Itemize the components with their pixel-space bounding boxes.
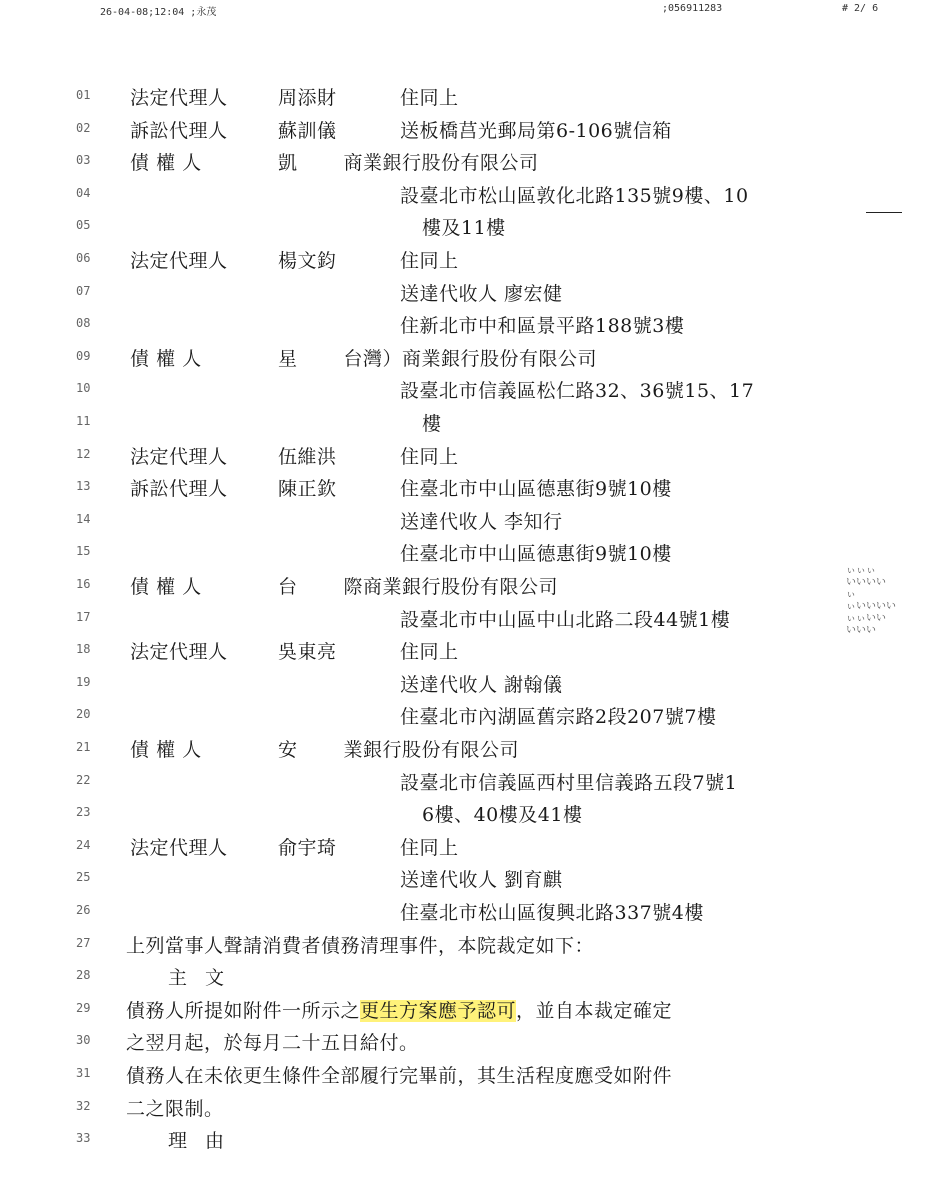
document-line xyxy=(0,667,927,699)
line-number: 17 xyxy=(76,609,91,624)
line-number: 14 xyxy=(76,511,91,526)
document-line xyxy=(0,765,927,797)
body-text-part: 債務人所提如附件一所示之 xyxy=(126,999,361,1022)
document-line xyxy=(0,471,927,503)
party-name: 吳東亮 xyxy=(278,641,337,664)
document-line xyxy=(0,1058,927,1090)
party-name: 蘇訓儀 xyxy=(278,119,337,142)
party-role: 訴訟代理人 xyxy=(130,478,228,501)
line-number: 07 xyxy=(76,283,91,298)
line-number: 02 xyxy=(76,120,91,135)
party-role: 法定代理人 xyxy=(130,250,228,272)
document-line xyxy=(0,504,927,536)
line-number: 22 xyxy=(76,772,91,787)
body-text: 之翌月起，於每月二十五日給付。 xyxy=(126,1032,419,1055)
document-line xyxy=(0,243,927,275)
party-name: 周添財 xyxy=(278,87,337,109)
party-address: 送板橋莒光郵局第6-106號信箱 xyxy=(400,119,672,142)
line-number: 26 xyxy=(76,903,91,917)
party-name-start: 星 xyxy=(278,347,298,370)
redaction-mark xyxy=(298,154,344,174)
line-number: 29 xyxy=(76,1000,91,1015)
line-number: 13 xyxy=(76,479,91,494)
party-name xyxy=(278,148,539,175)
line-number: 15 xyxy=(76,544,91,559)
redaction-mark xyxy=(298,350,344,370)
document-line xyxy=(0,113,927,145)
party-address: 住同上 xyxy=(400,250,459,272)
line-number: 12 xyxy=(76,446,91,461)
redaction-mark xyxy=(298,741,344,761)
document-line xyxy=(0,145,927,177)
party-address: 住新北市中和區景平路188號3樓 xyxy=(400,315,685,338)
margin-dash xyxy=(866,212,902,213)
fax-header xyxy=(0,3,927,19)
party-address: 設臺北市松山區敦化北路135號9樓、10 xyxy=(400,184,749,207)
document-line xyxy=(0,960,927,992)
fax-timestamp: 26-04-08;12:04 ;永茂 xyxy=(100,7,217,18)
party-name-end: 際商業銀行股份有限公司 xyxy=(343,576,559,598)
party-name: 陳正欽 xyxy=(278,478,337,501)
party-name-start: 台 xyxy=(278,576,298,598)
party-name xyxy=(278,572,558,599)
party-address: 住臺北市松山區復興北路337號4樓 xyxy=(400,902,704,924)
line-number: 18 xyxy=(76,642,91,657)
line-number: 32 xyxy=(76,1098,91,1113)
party-address: 送達代收人 劉育麒 xyxy=(400,869,563,892)
highlighted-text: 更生方案應予認可 xyxy=(360,999,517,1022)
party-role: 法定代理人 xyxy=(130,836,228,859)
party-role: 債 權 人 xyxy=(130,152,202,175)
body-text: 債務人在未依更生條件全部履行完畢前，其生活程度應受如附件 xyxy=(126,1065,673,1087)
line-number: 24 xyxy=(76,837,91,852)
redaction-mark xyxy=(298,578,344,598)
line-number: 04 xyxy=(76,185,91,200)
line-number: 25 xyxy=(76,870,91,885)
body-text: 上列當事人聲請消費者債務清理事件，本院裁定如下： xyxy=(126,934,595,957)
party-address: 住同上 xyxy=(400,87,459,109)
document-line xyxy=(0,1091,927,1123)
body-text: 二之限制。 xyxy=(126,1097,224,1120)
party-role: 法定代理人 xyxy=(130,445,228,468)
line-number: 19 xyxy=(76,674,91,689)
party-name xyxy=(278,344,597,371)
line-number: 08 xyxy=(76,316,91,331)
party-address: 住臺北市中山區德惠街9號10樓 xyxy=(400,543,672,566)
party-name xyxy=(278,735,519,762)
section-heading: 理 由 xyxy=(168,1130,231,1153)
margin-perforation-marks: ぃぃぃ いいいい ぃ ぃいいいい ぃぃいい いいい xyxy=(846,565,896,636)
party-address: 住同上 xyxy=(400,641,459,664)
document-line xyxy=(0,895,927,927)
line-number: 05 xyxy=(76,218,91,233)
document-line xyxy=(0,569,927,601)
fax-page-count: # 2/ 6 xyxy=(842,3,879,14)
document-line xyxy=(0,1025,927,1057)
line-number: 28 xyxy=(76,968,91,983)
document-line xyxy=(0,373,927,405)
party-name-end: 商業銀行股份有限公司 xyxy=(343,152,539,175)
document-line xyxy=(0,536,927,568)
line-number: 23 xyxy=(76,805,91,820)
party-name-end: 業銀行股份有限公司 xyxy=(343,739,520,761)
document-line xyxy=(0,210,927,242)
fax-number: ;056911283 xyxy=(662,3,723,14)
document-line xyxy=(0,634,927,666)
party-address: 送達代收人 廖宏健 xyxy=(400,282,563,305)
party-address: 住同上 xyxy=(400,836,459,859)
document-line xyxy=(0,80,927,112)
document-line xyxy=(0,178,927,210)
line-number: 03 xyxy=(76,153,91,168)
party-address: 住臺北市中山區德惠街9號10樓 xyxy=(400,478,672,501)
party-name: 楊文鈞 xyxy=(278,250,337,272)
document-line xyxy=(0,928,927,960)
line-number: 01 xyxy=(76,88,91,102)
body-text-part: ，並自本裁定確定 xyxy=(516,999,673,1022)
document-line xyxy=(0,830,927,862)
party-role: 法定代理人 xyxy=(130,641,228,664)
party-name-end: 台灣）商業銀行股份有限公司 xyxy=(343,347,598,370)
document-line xyxy=(0,276,927,308)
party-name-start: 凱 xyxy=(278,152,298,175)
line-number: 06 xyxy=(76,251,91,265)
line-number: 09 xyxy=(76,348,91,363)
line-number: 21 xyxy=(76,740,91,754)
line-number: 31 xyxy=(76,1066,91,1080)
party-name-start: 安 xyxy=(278,739,298,761)
document-line xyxy=(0,699,927,731)
document-line xyxy=(0,862,927,894)
line-number: 11 xyxy=(76,414,91,428)
document-line xyxy=(0,308,927,340)
document-line xyxy=(0,732,927,764)
line-number: 27 xyxy=(76,935,91,950)
party-address: 設臺北市中山區中山北路二段44號1樓 xyxy=(400,608,731,631)
line-number: 20 xyxy=(76,707,91,722)
document-line xyxy=(0,797,927,829)
party-address: 送達代收人 李知行 xyxy=(400,510,563,533)
line-number: 10 xyxy=(76,381,91,396)
line-number: 33 xyxy=(76,1131,91,1146)
party-address: 設臺北市信義區松仁路32、36號15、17 xyxy=(400,380,755,403)
line-number: 30 xyxy=(76,1033,91,1048)
body-text xyxy=(126,996,672,1023)
party-address-cont: 6樓、40樓及41樓 xyxy=(422,804,583,827)
party-address-cont: 樓 xyxy=(422,413,442,435)
document-line xyxy=(0,993,927,1025)
party-address: 送達代收人 謝翰儀 xyxy=(400,673,563,696)
party-role: 債 權 人 xyxy=(130,347,202,370)
party-address-cont: 樓及11樓 xyxy=(422,217,506,240)
document-line xyxy=(0,602,927,634)
party-role: 訴訟代理人 xyxy=(130,119,228,142)
party-role: 債 權 人 xyxy=(130,739,202,761)
document-line xyxy=(0,406,927,438)
party-address: 設臺北市信義區西村里信義路五段7號1 xyxy=(400,771,738,794)
party-name: 伍維洪 xyxy=(278,445,337,468)
party-role: 債 權 人 xyxy=(130,576,202,598)
document-line xyxy=(0,341,927,373)
line-number: 16 xyxy=(76,577,91,591)
document-line xyxy=(0,1123,927,1155)
document-line xyxy=(0,439,927,471)
party-address: 住同上 xyxy=(400,445,459,468)
party-address: 住臺北市內湖區舊宗路2段207號7樓 xyxy=(400,706,717,729)
party-name: 俞宇琦 xyxy=(278,836,337,859)
party-role: 法定代理人 xyxy=(130,87,228,109)
section-heading: 主 文 xyxy=(168,967,231,990)
